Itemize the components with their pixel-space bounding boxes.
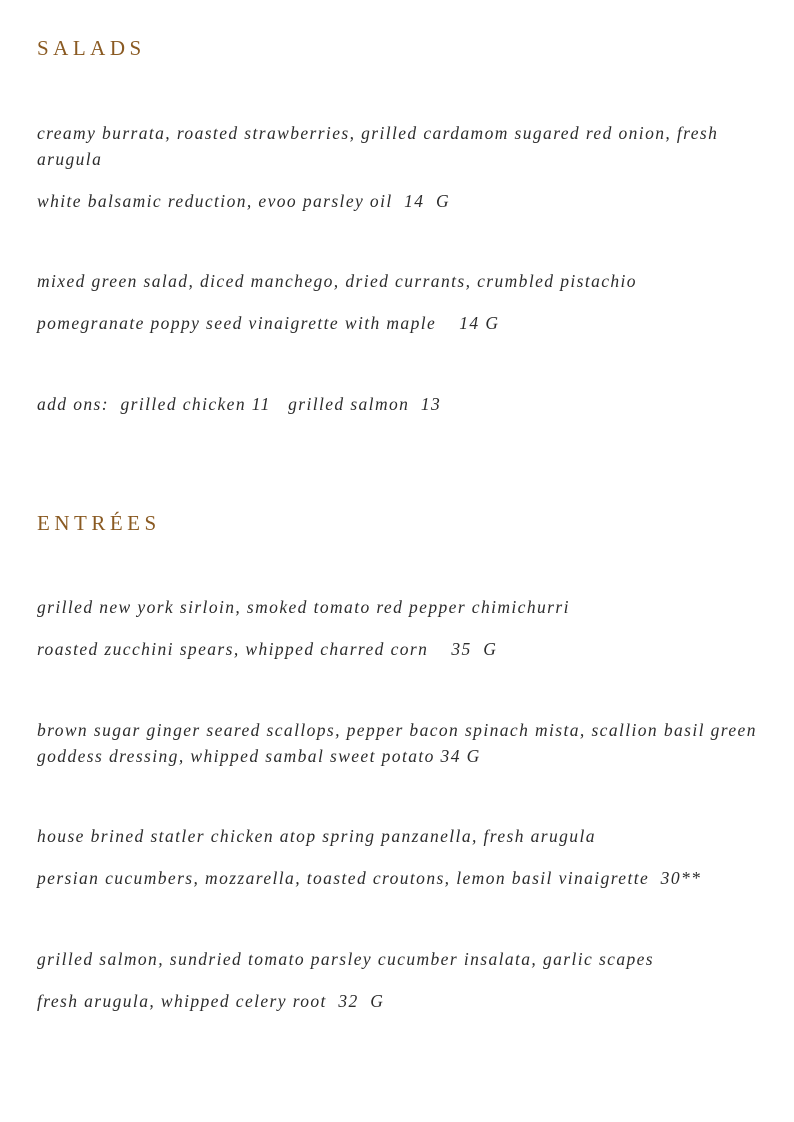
entree-chicken-sides-price: persian cucumbers, mozzarella, toasted croutons, lemon basil vinaigrette 30** [37, 868, 702, 888]
entree-sirloin-sides-price: roasted zucchini spears, whipped charred corn 35 G [37, 639, 498, 659]
salad-mixed-green-dressing-price: pomegranate poppy seed vinaigrette with maple 14 G [37, 313, 500, 333]
salad-mixed-green-description: mixed green salad, diced manchego, dried currants, crumbled pistachio [37, 271, 637, 291]
entree-sirloin-description: grilled new york sirloin, smoked tomato red pepper chimichurri [37, 597, 570, 617]
entree-salmon-sides-price: fresh arugula, whipped celery root 32 G [37, 991, 385, 1011]
salad-burrata-dressing-price: white balsamic reduction, evoo parsley oil 14 G [37, 191, 451, 211]
entree-scallops-description: brown sugar ginger seared scallops, pepper bacon spinach mista, scallion basil green goddess dressing, whipped sambal sweet potato 34 G [37, 720, 757, 766]
entrees-heading: ENTRÉES [37, 511, 161, 535]
entree-chicken-description: house brined statler chicken atop spring panzanella, fresh arugula [37, 826, 596, 846]
entree-salmon-description: grilled salmon, sundried tomato parsley cucumber insalata, garlic scapes [37, 949, 655, 969]
salads-heading: SALADS [37, 36, 146, 60]
salad-add-ons: add ons: grilled chicken 11 grilled salmon 13 [37, 394, 442, 414]
salad-burrata-description: creamy burrata, roasted strawberries, grilled cardamom sugared red onion, fresh arugula [37, 123, 719, 169]
